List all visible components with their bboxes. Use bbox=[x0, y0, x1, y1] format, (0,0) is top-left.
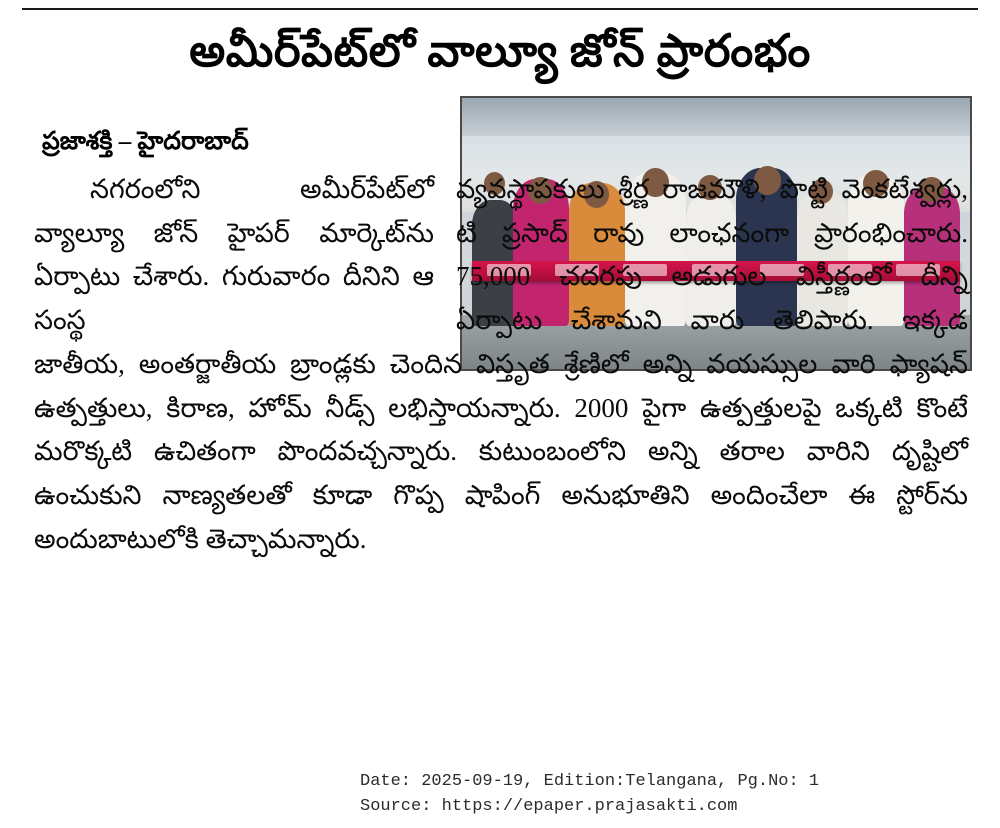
byline: ప్రజాశక్తి – హైదరాబాద్ bbox=[42, 128, 249, 155]
footer-date-line: Date: 2025-09-19, Edition:Telangana, Pg.No: 1 bbox=[360, 772, 820, 791]
article-paragraph-full: వ్యవస్థాపకులు శ్రీర్ణ రాజమౌళి, పొట్టి వెంకటేశ్వర్లు, టి ప్రసాద్ రావు లాంఛనంగా ప్రారంభించారు. 75,000 చదరపు అడుగుల విస్తీర్ణంలో దీన్ని ఏర్పాటు చేశామని వారు తెలిపారు. ఇక్కడ జాతీయ, అంతర్జాతీయ బ్రాండ్లకు చెందిన విస్తృత శ్రేణిలో అన్ని వయస్సుల వారి ఫ్యాషన్ ఉత్పత్తులు, కిరాణ, హోమ్ నీడ్స్ లభిస్తాయన్నారు. 2000 పైగా ఉత్పత్తులపై ఒక్కటి కొంటే మరొక్కటి ఉచితంగా పొందవచ్చన్నారు. కుటుంబంలోని అన్ని తరాల వారిని దృష్టిలో ఉంచుకుని నాణ్యతలతో కూడా గొప్ప షాపింగ్ అనుభూతిని అందించేలా ఈ స్టోర్‌ను అందుబాటులోకి తెచ్చామన్నారు. bbox=[34, 174, 968, 554]
article-paragraph-column: నగరంలోని అమీర్‌పేట్‌లో వ్యాల్యూ జోన్ హైపర్ మార్కెట్‌ను ఏర్పాటు చేశారు. గురువారం దీనిని ఆ సంస్థ bbox=[34, 174, 434, 336]
article-body bbox=[34, 168, 968, 562]
page-title: అమీర్‌పేట్‌లో వాల్యూ జోన్ ప్రారంభం bbox=[189, 26, 811, 76]
source-footer bbox=[360, 770, 960, 819]
footer-source-line: Source: https://epaper.prajasakti.com bbox=[360, 796, 738, 816]
photo-canopy bbox=[462, 98, 970, 136]
top-divider-rule bbox=[22, 8, 978, 10]
